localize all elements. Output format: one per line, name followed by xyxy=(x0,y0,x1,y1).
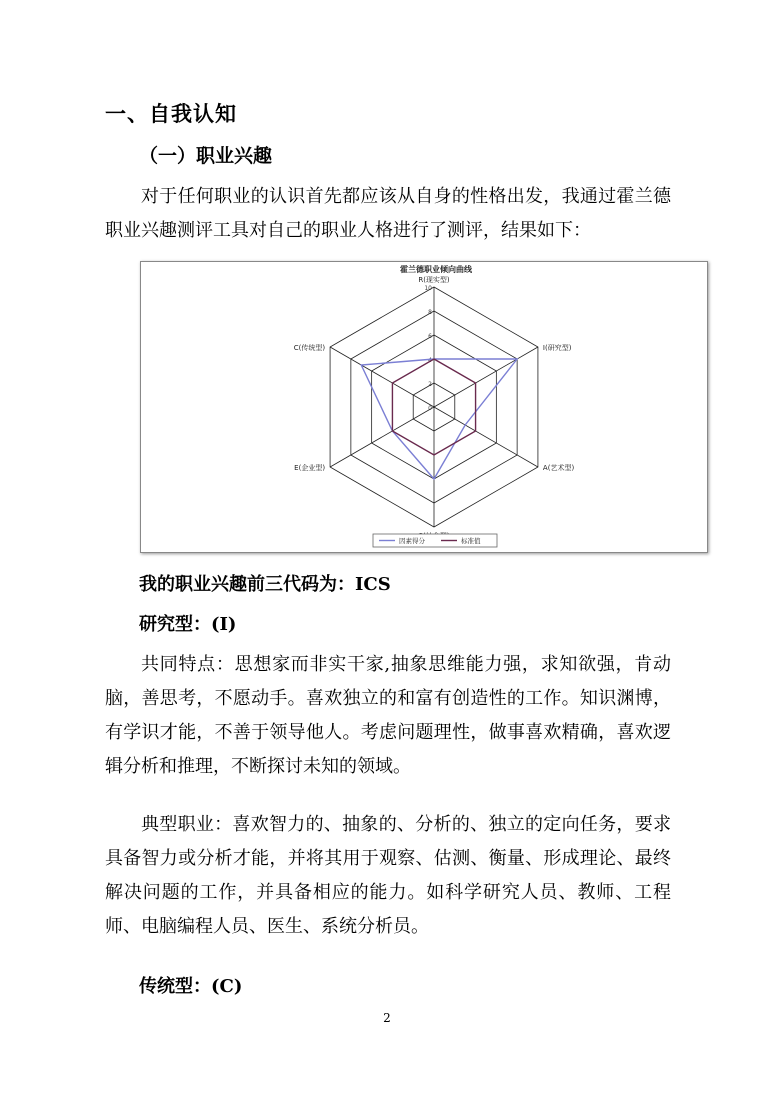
interest-code-line: 我的职业兴趣前三代码为：ICS xyxy=(139,574,391,595)
section-heading: 一、自我认知 xyxy=(105,101,237,126)
axis-label: C(传统型) xyxy=(293,344,326,352)
axis-spoke xyxy=(434,407,538,467)
type-c-title: 传统型：(C) xyxy=(139,976,243,997)
chart-title: 霍兰德职业倾向曲线 xyxy=(400,265,472,274)
axis-label: A(艺术型) xyxy=(542,464,575,472)
typical-jobs-paragraph: 典型职业：喜欢智力的、抽象的、分析的、独立的定向任务，要求具备智力或分析才能，并将其用于观察、估测、衡量、形成理论、最终解决问题的工作，并具备相应的能力。如科学研究人员、教师、工程师、电脑编程人员、医生、系统分析员。 xyxy=(105,814,671,937)
tick-label: 4 xyxy=(428,357,432,364)
axis-label: E(企业型) xyxy=(294,464,326,472)
holland-radar-chart xyxy=(140,261,708,553)
intro-paragraph: 对于任何职业的认识首先都应该从自身的性格出发，我通过霍兰德职业兴趣测评工具对自己的职业人格进行了测评，结果如下： xyxy=(105,186,671,241)
page-number: 2 xyxy=(383,1011,391,1025)
series-line xyxy=(361,359,517,479)
axis-spoke xyxy=(330,407,434,467)
common-traits-paragraph: 共同特点：思想家而非实干家,抽象思维能力强，求知欲强，肯动脑，善思考，不愿动手。喜欢独立的和富有创造性的工作。知识渊博，有学识才能，不善于领导他人。考虑问题理性，做事喜欢精确，喜欢逻辑分析和推理，不断探讨未知的领域。 xyxy=(105,654,671,777)
axis-label: I(研究型) xyxy=(542,344,572,352)
tick-label: 8 xyxy=(428,309,432,316)
subsection-heading: （一）职业兴趣 xyxy=(139,145,273,167)
tick-label: 6 xyxy=(428,333,432,340)
tick-label: 2 xyxy=(428,381,432,388)
legend-label: 标准值 xyxy=(461,537,481,545)
tick-label: 0 xyxy=(428,405,432,412)
tick-label: 10 xyxy=(424,285,432,292)
axis-label: R(现实型) xyxy=(418,276,450,284)
type-i-title: 研究型：(I) xyxy=(139,614,237,635)
axis-spoke xyxy=(330,347,434,407)
legend-label: 因素得分 xyxy=(399,537,425,545)
radar-chart-svg xyxy=(141,262,707,552)
